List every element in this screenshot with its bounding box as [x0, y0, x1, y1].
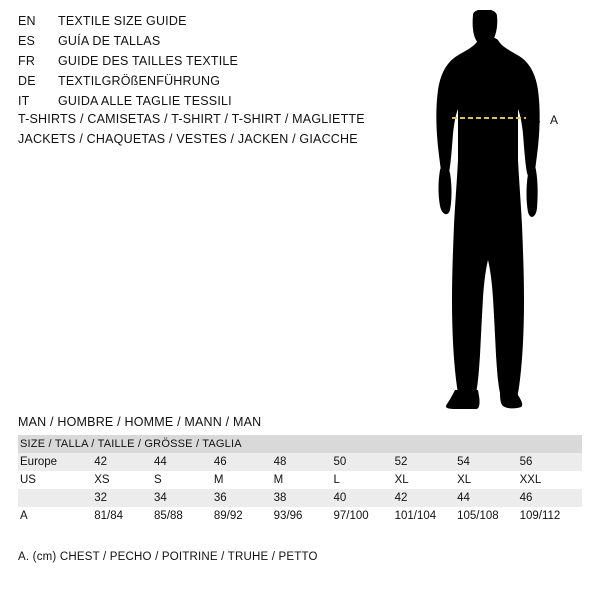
language-text: GUIDE DES TAILLES TEXTILE — [58, 54, 239, 68]
row-cell: 54 — [457, 453, 519, 471]
row-cell: 44 — [457, 489, 519, 507]
row-cell: 42 — [395, 489, 457, 507]
language-text: TEXTILE SIZE GUIDE — [58, 14, 187, 28]
row-cell: XXL — [520, 471, 582, 489]
row-cell: XL — [395, 471, 457, 489]
language-row — [18, 94, 388, 114]
table-header-blank — [457, 435, 519, 453]
row-label: US — [18, 471, 94, 489]
row-cell: 56 — [520, 453, 582, 471]
language-code: EN — [18, 14, 36, 28]
language-text: TEXTILGRÖßENFÜHRUNG — [58, 74, 221, 88]
row-label: Europe — [18, 453, 94, 471]
silhouette-shape — [436, 10, 539, 409]
language-row — [18, 54, 388, 74]
row-cell: 97/100 — [333, 507, 394, 525]
row-cell: 40 — [333, 489, 394, 507]
row-cell: XL — [457, 471, 519, 489]
language-text: GUÍA DE TALLAS — [58, 34, 161, 48]
row-cell: M — [214, 471, 274, 489]
callout-letter-a: A — [550, 113, 559, 127]
language-code: DE — [18, 74, 36, 88]
table-header-label: SIZE / TALLA / TAILLE / GRÖSSE / TAGLIA — [18, 435, 274, 453]
language-list — [18, 14, 388, 114]
category-list — [18, 112, 438, 152]
language-text: GUIDA ALLE TAGLIE TESSILI — [58, 94, 232, 108]
table-row — [18, 453, 582, 471]
row-cell: 52 — [395, 453, 457, 471]
row-cell: 50 — [333, 453, 394, 471]
table-title: MAN / HOMBRE / HOMME / MANN / MAN — [18, 415, 262, 429]
row-cell: 81/84 — [94, 507, 154, 525]
row-cell: L — [333, 471, 394, 489]
language-row — [18, 14, 388, 34]
row-cell: 105/108 — [457, 507, 519, 525]
row-cell: 44 — [154, 453, 214, 471]
table-row — [18, 471, 582, 489]
row-cell: 46 — [214, 453, 274, 471]
language-code: IT — [18, 94, 30, 108]
row-cell: 38 — [274, 489, 334, 507]
row-cell: XS — [94, 471, 154, 489]
category-tshirts: T-SHIRTS / CAMISETAS / T-SHIRT / T-SHIRT / MAGLIETTE — [18, 112, 365, 126]
size-table-section — [18, 415, 582, 525]
category-jackets: JACKETS / CHAQUETAS / VESTES / JACKEN / GIACCHE — [18, 132, 358, 146]
row-cell: 34 — [154, 489, 214, 507]
row-cell: 42 — [94, 453, 154, 471]
silhouette-svg — [400, 10, 596, 410]
table-row — [18, 507, 582, 525]
row-cell: 32 — [94, 489, 154, 507]
language-code: ES — [18, 34, 36, 48]
size-table — [18, 435, 582, 525]
row-cell: 93/96 — [274, 507, 334, 525]
language-code: FR — [18, 54, 36, 68]
footnote: A. (cm) CHEST / PECHO / POITRINE / TRUHE / PETTO — [18, 551, 318, 563]
table-header-blank — [395, 435, 457, 453]
table-header-blank — [333, 435, 394, 453]
language-row — [18, 74, 388, 94]
table-header-blank — [520, 435, 582, 453]
row-cell: S — [154, 471, 214, 489]
row-label — [18, 489, 94, 507]
language-row — [18, 34, 388, 54]
callout-dash-icon: · · — [528, 114, 543, 128]
row-cell: 46 — [520, 489, 582, 507]
row-cell: 101/104 — [395, 507, 457, 525]
row-cell: 89/92 — [214, 507, 274, 525]
row-cell: 36 — [214, 489, 274, 507]
table-row — [18, 489, 582, 507]
row-label: A — [18, 507, 94, 525]
body-silhouette-diagram — [400, 10, 596, 410]
row-cell: 48 — [274, 453, 334, 471]
row-cell: 85/88 — [154, 507, 214, 525]
row-cell: M — [274, 471, 334, 489]
table-header-row — [18, 435, 582, 453]
row-cell: 109/112 — [520, 507, 582, 525]
table-header-blank — [274, 435, 334, 453]
